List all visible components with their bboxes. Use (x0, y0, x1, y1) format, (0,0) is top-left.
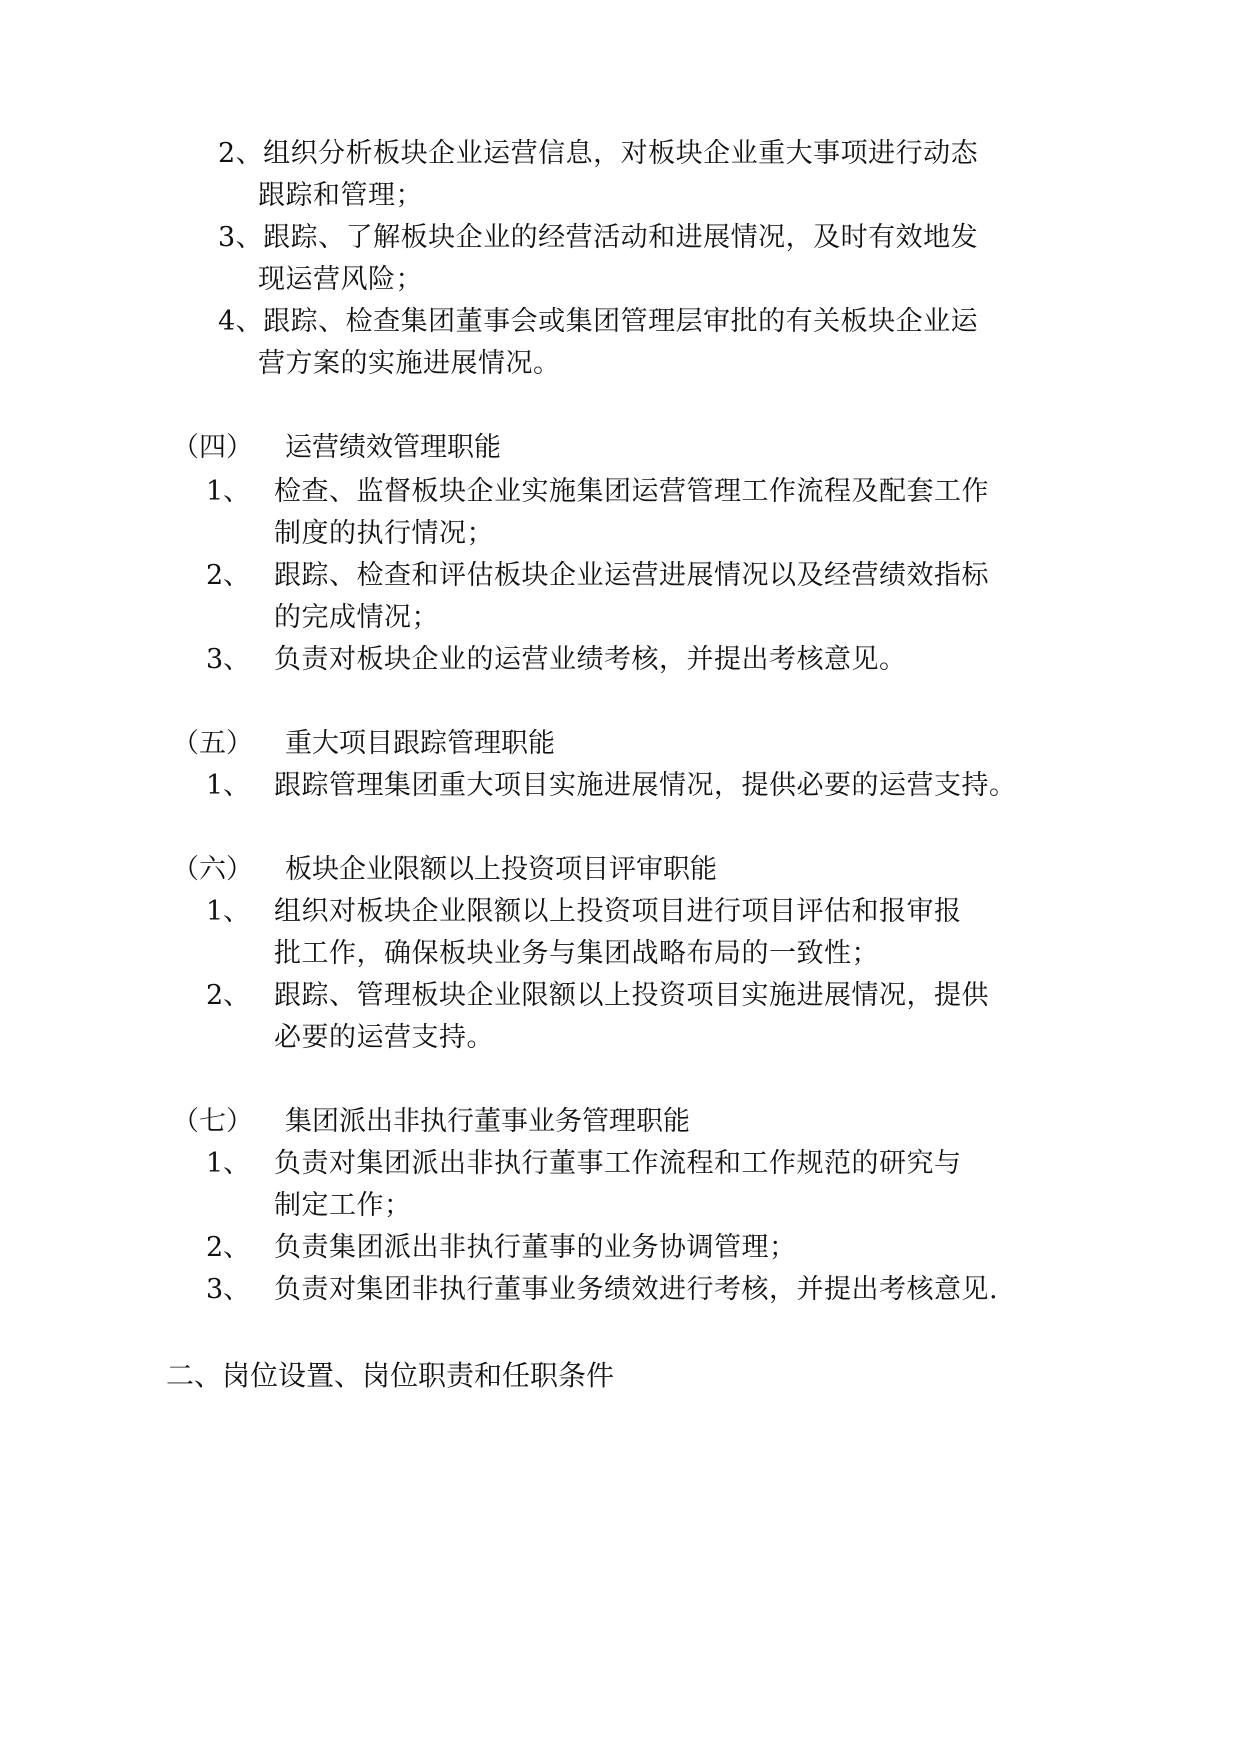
s3-item4-line1: 4、跟踪、检查集团董事会或集团管理层审批的有关板块企业运 (218, 306, 979, 337)
section7-title: 集团派出非执行董事业务管理职能 (285, 1106, 690, 1137)
section5-marker: （五） (172, 728, 253, 759)
s3-item4-line2: 营方案的实施进展情况。 (258, 348, 561, 379)
s4-item2-line1: 跟踪、检查和评估板块企业运营进展情况以及经营绩效指标 (274, 560, 989, 591)
s4-item1-number: 1、 (206, 476, 251, 507)
s6-item2-line2: 必要的运营支持。 (274, 1022, 494, 1053)
s7-item1-line2: 制定工作； (274, 1190, 412, 1221)
s7-item1-number: 1、 (206, 1148, 251, 1179)
s4-item2-line2: 的完成情况； (274, 602, 439, 633)
s6-item1-line2: 批工作，确保板块业务与集团战略布局的一致性； (274, 938, 879, 969)
s7-item3-number: 3、 (206, 1274, 251, 1305)
s5-item1-line1: 跟踪管理集团重大项目实施进展情况，提供必要的运营支持。 (274, 770, 1017, 801)
section6-marker: （六） (172, 854, 253, 885)
s7-item2-line1: 负责集团派出非执行董事的业务协调管理； (274, 1232, 797, 1263)
s4-item1-line1: 检查、监督板块企业实施集团运营管理工作流程及配套工作 (274, 476, 989, 507)
section6-title: 板块企业限额以上投资项目评审职能 (285, 854, 717, 885)
s7-item1-line1: 负责对集团派出非执行董事工作流程和工作规范的研究与 (274, 1148, 962, 1179)
s4-item2-number: 2、 (206, 560, 251, 591)
section4-title: 运营绩效管理职能 (285, 432, 501, 463)
section5-title: 重大项目跟踪管理职能 (285, 728, 555, 759)
s3-item2-line2: 跟踪和管理； (258, 180, 423, 211)
s3-item3-line2: 现运营风险； (258, 264, 423, 295)
s6-item1-line1: 组织对板块企业限额以上投资项目进行项目评估和报审报 (274, 896, 962, 927)
section7-marker: （七） (172, 1106, 253, 1137)
s4-item3-line1: 负责对板块企业的运营业绩考核，并提出考核意见。 (274, 644, 907, 675)
s6-item2-number: 2、 (206, 980, 251, 1011)
s5-item1-number: 1、 (206, 770, 251, 801)
s6-item2-line1: 跟踪、管理板块企业限额以上投资项目实施进展情况，提供 (274, 980, 989, 1011)
s7-item3-line1: 负责对集团非执行董事业务绩效进行考核，并提出考核意见. (274, 1274, 999, 1305)
s7-item2-number: 2、 (206, 1232, 251, 1263)
s3-item2-line1: 2、组织分析板块企业运营信息，对板块企业重大事项进行动态 (218, 138, 979, 169)
s4-item1-line2: 制度的执行情况； (274, 518, 494, 549)
part2-heading: 二、岗位设置、岗位职责和任职条件 (166, 1359, 615, 1392)
section4-marker: （四） (172, 432, 253, 463)
s6-item1-number: 1、 (206, 896, 251, 927)
s3-item3-line1: 3、跟踪、了解板块企业的经营活动和进展情况，及时有效地发 (218, 222, 979, 253)
s4-item3-number: 3、 (206, 644, 251, 675)
